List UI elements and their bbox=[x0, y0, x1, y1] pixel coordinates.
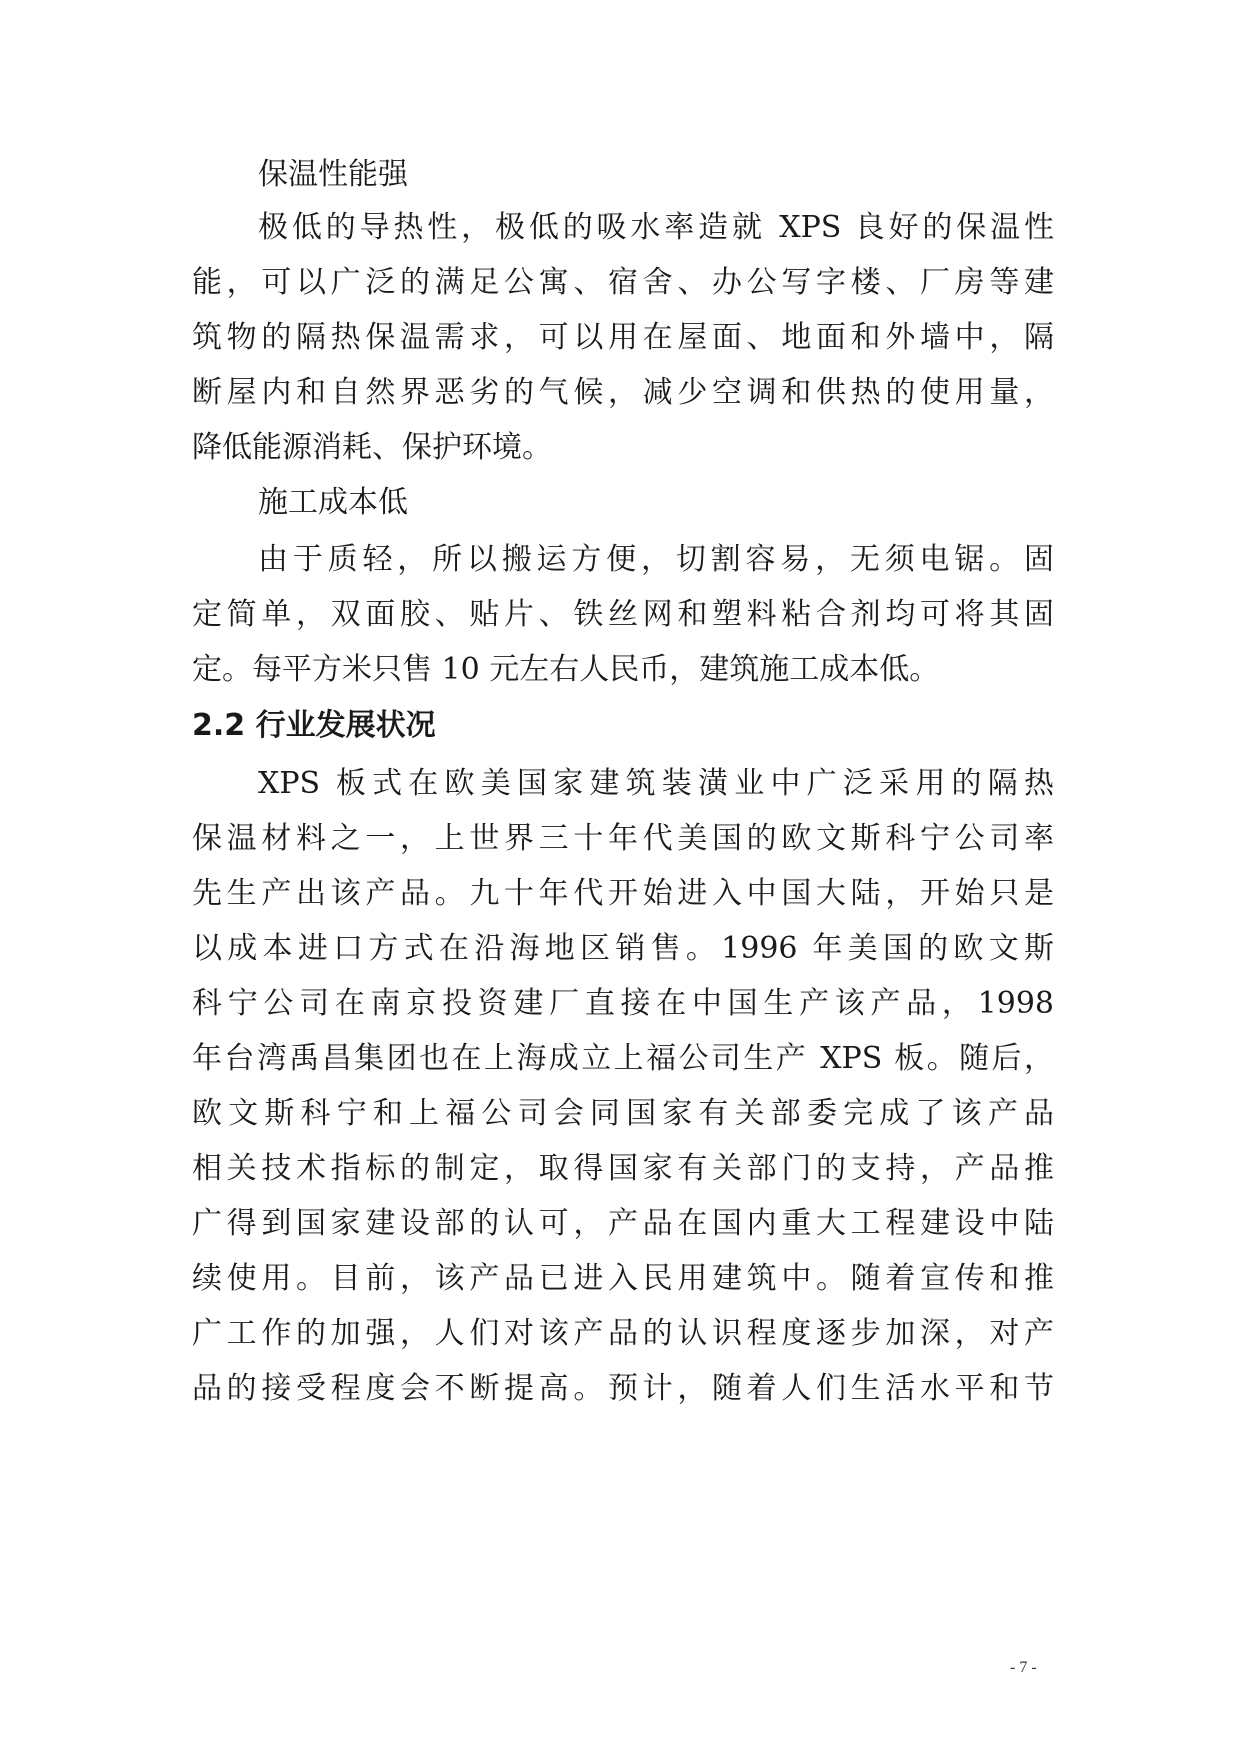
paragraph-line: 由于质轻，所以搬运方便，切割容易，无须电锯。固 bbox=[258, 542, 1054, 577]
paragraph-line: 极低的导热性，极低的吸水率造就 XPS 良好的保温性 bbox=[258, 210, 1054, 245]
page-number: - 7 - bbox=[1010, 1659, 1037, 1676]
paragraph-line: 续使用。目前，该产品已进入民用建筑中。随着宣传和推 bbox=[192, 1261, 1054, 1296]
paragraph-line: XPS 板式在欧美国家建筑装潢业中广泛采用的隔热 bbox=[258, 766, 1054, 801]
paragraph-line: 品的接受程度会不断提高。预计，随着人们生活水平和节 bbox=[192, 1371, 1054, 1406]
paragraph-line: 以成本进口方式在沿海地区销售。1996 年美国的欧文斯 bbox=[192, 931, 1054, 966]
paragraph-line: 筑物的隔热保温需求，可以用在屋面、地面和外墙中，隔 bbox=[192, 320, 1054, 355]
section-heading: 2.2 行业发展状况 bbox=[192, 708, 436, 743]
paragraph-line: 年台湾禹昌集团也在上海成立上福公司生产 XPS 板。随后， bbox=[192, 1041, 1054, 1076]
paragraph-line: 科宁公司在南京投资建厂直接在中国生产该产品，1998 bbox=[192, 986, 1054, 1021]
paragraph-line: 广得到国家建设部的认可，产品在国内重大工程建设中陆 bbox=[192, 1206, 1054, 1241]
paragraph-line: 保温材料之一，上世界三十年代美国的欧文斯科宁公司率 bbox=[192, 821, 1054, 856]
paragraph-line: 定。每平方米只售 10 元左右人民币，建筑施工成本低。 bbox=[192, 652, 940, 687]
paragraph-line: 能，可以广泛的满足公寓、宿舍、办公写字楼、厂房等建 bbox=[192, 265, 1054, 300]
paragraph-line: 断屋内和自然界恶劣的气候，减少空调和供热的使用量， bbox=[192, 375, 1054, 410]
subheading-insulation: 保温性能强 bbox=[258, 157, 408, 192]
paragraph-line: 广工作的加强，人们对该产品的认识程度逐步加深，对产 bbox=[192, 1316, 1054, 1351]
subheading-construction-cost: 施工成本低 bbox=[258, 485, 408, 520]
paragraph-line: 降低能源消耗、保护环境。 bbox=[192, 430, 552, 465]
paragraph-line: 相关技术指标的制定，取得国家有关部门的支持，产品推 bbox=[192, 1151, 1054, 1186]
paragraph-line: 先生产出该产品。九十年代开始进入中国大陆，开始只是 bbox=[192, 876, 1054, 911]
paragraph-line: 欧文斯科宁和上福公司会同国家有关部委完成了该产品 bbox=[192, 1096, 1054, 1131]
paragraph-line: 定简单，双面胶、贴片、铁丝网和塑料粘合剂均可将其固 bbox=[192, 597, 1054, 632]
